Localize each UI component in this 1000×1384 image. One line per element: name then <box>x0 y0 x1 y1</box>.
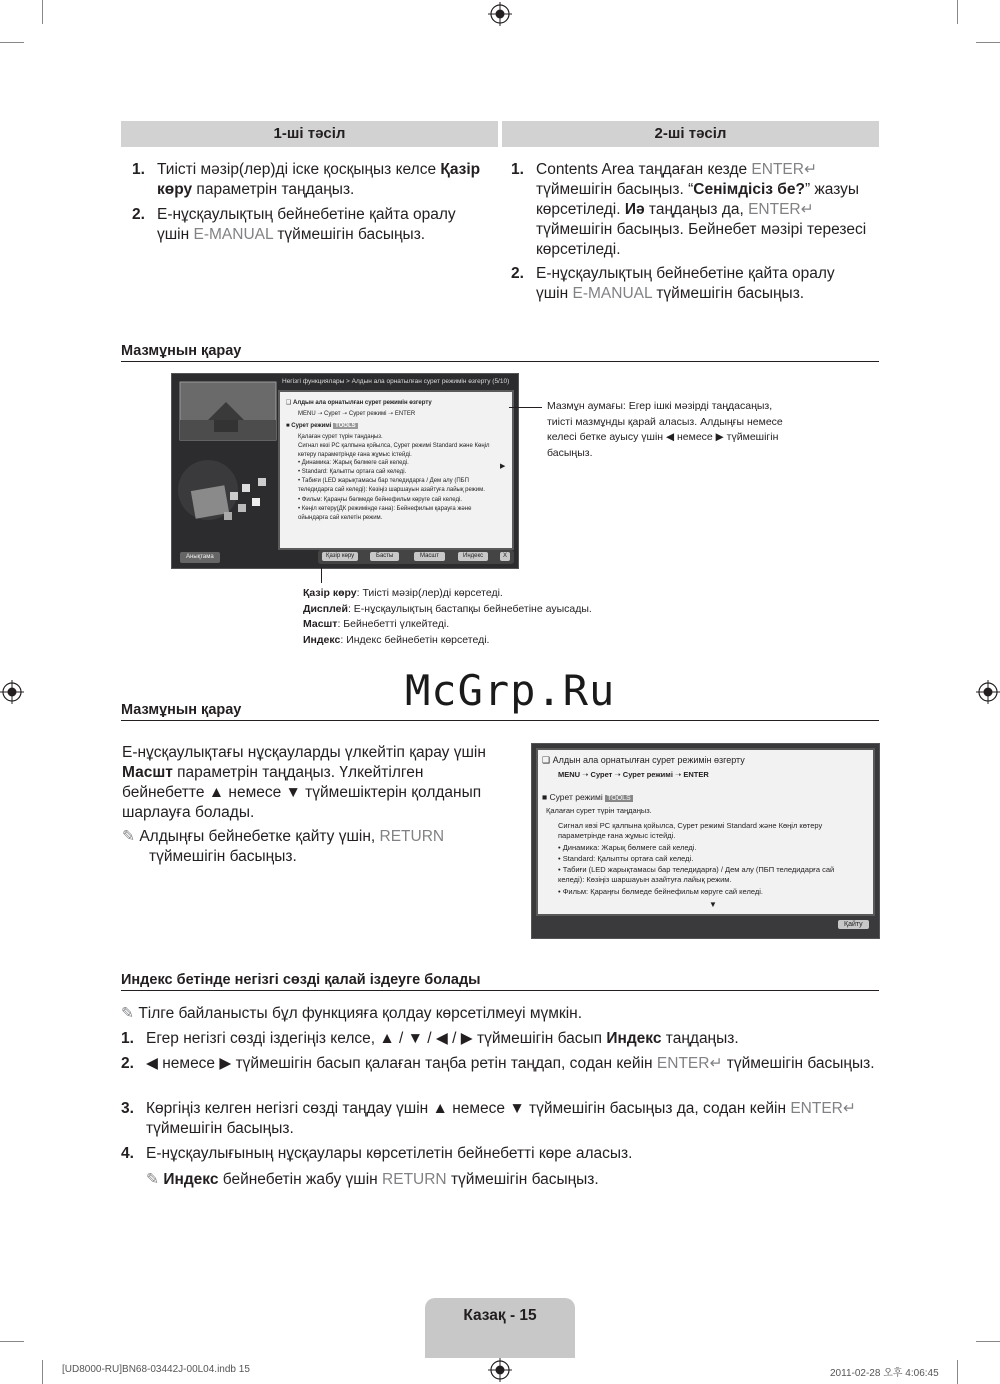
enter-icon: ↵ <box>800 201 814 218</box>
section-divider <box>121 720 879 721</box>
tv-zoom-button[interactable]: Масшт <box>414 552 445 561</box>
tv-index-button[interactable]: Индекс <box>458 552 488 561</box>
registration-mark-icon <box>976 680 1000 704</box>
crop-mark <box>976 1341 1000 1342</box>
tv-decor-image <box>178 380 278 545</box>
page-number: Казақ - 15 <box>463 1307 537 1324</box>
section3-title: Индекс бетінде негізгі сөзді қалай іздеуге болады <box>121 972 481 988</box>
crop-mark <box>957 0 958 24</box>
tv-bullet: • Фильм: Қараңғы бөлмеде бейнефильм көруге сай келеді. <box>298 497 462 503</box>
note-pencil-icon: ✎ <box>146 1171 159 1188</box>
e-manual-key: E-MANUAL <box>572 285 653 302</box>
callout-line <box>509 407 542 408</box>
zoom-note: ✎ Алдыңғы бейнебетке қайту үшін, RETURN түймешігін басыңыз. <box>122 828 445 865</box>
tv-home-button[interactable]: Басты <box>370 552 399 561</box>
registration-mark-icon <box>488 1358 512 1382</box>
desc-zoom: Масшт: Бейнебетті үлкейтеді. <box>303 618 450 630</box>
desc-display: Дисплей: Е-нұсқаулықтың бастапқы бейнебетіне ауысады. <box>303 602 592 615</box>
desc-watch-now: Қазір көру: Тиісті мәзір(лер)ді көрсетеді. <box>303 587 503 599</box>
tv-bullet: • Табиғи (LED жарықтамасы бар теледидарға / Дем алу (ПБП теледидарға сай келеді): Көзіңіз шаршауын азайтуға лайық режим. <box>298 478 485 493</box>
tv-button-bar <box>318 550 514 564</box>
enter-icon: ↵ <box>709 1055 723 1072</box>
zoomed-bullet: • Динамика: Жарық бөлмеге сай келеді. <box>558 843 697 852</box>
button-descriptions <box>303 586 592 648</box>
tv-watch-now-button[interactable]: Қазір көру <box>322 552 358 561</box>
desc-index: Индекс: Индекс бейнебетін көрсетеді. <box>303 633 490 646</box>
zoom-back-button[interactable]: Қайту <box>838 920 869 929</box>
zoomed-tv-screenshot <box>531 743 880 939</box>
crop-mark <box>0 42 24 43</box>
crop-mark <box>0 1341 24 1342</box>
file-info: [UD8000-RU]BN68-03442J-00L04.indb 15 <box>62 1364 250 1375</box>
index-close-note: ✎ Индекс бейнебетін жабу үшін RETURN түймешігін басыңыз. <box>146 1171 599 1188</box>
tv-bullet: • Standard: Қалыпты ортаға сай келеді. <box>298 469 407 475</box>
index-note: ✎ Тілге байланысты бұл функцияға қолдау көрсетілмеуі мүмкін. <box>121 1005 582 1022</box>
scroll-down-icon[interactable]: ▼ <box>709 900 717 909</box>
e-manual-key: E-MANUAL <box>193 226 274 243</box>
zoomed-bullet: • Табиғи (LED жарықтамасы бар теледидарға) / Дем алу (ПБП теледидарға сай келеді): Көзіңіз шаршауын азайтуға лайық режим. <box>558 865 835 884</box>
section1-title: Мазмұнын қарау <box>121 343 242 359</box>
contents-area-callout: Мазмұн аумағы: Егер ішкі мәзірді таңдасаңыз, тиісті мазмұнды қарай аласыз. Алдыңғы немесе келесі бетке ауысу үшін ◀ немесе ▶ түймешігін басыңыз. <box>547 400 783 459</box>
crop-mark <box>957 1360 958 1384</box>
tv-breadcrumb: Негізгі функциялары > Алдын ала орнатылған сурет режимін өзгерту (5/10) <box>282 378 510 385</box>
zoom-paragraph: Е-нұсқаулықтағы нұсқауларды үлкейтіп қарау үшін Масшт параметрін таңдаңыз. Үлкейтілген бейнебетте ▲ немесе ▼ түймешіктерін қолданып шарлауға болады. <box>122 744 486 821</box>
enter-key: ENTER <box>751 161 804 178</box>
date-info: 2011-02-28 오후 4:06:45 <box>830 1368 939 1379</box>
section-divider <box>121 990 879 991</box>
method1-header: 1-ші тәсіл <box>121 121 498 147</box>
zoomed-bullet: • Фильм: Қараңғы бөлмеде бейнефильм көруге сай келеді. <box>558 887 763 896</box>
next-page-icon[interactable]: ▶ <box>500 463 506 470</box>
tv-help-button[interactable]: Анықтама <box>180 552 220 563</box>
enter-key: ENTER <box>748 201 801 218</box>
note-pencil-icon: ✎ <box>122 828 135 845</box>
enter-key: ENTER <box>790 1100 843 1117</box>
enter-icon: ↵ <box>842 1100 856 1117</box>
method2-header: 2-ші тәсіл <box>502 121 879 147</box>
tv-screenshot <box>171 373 519 569</box>
return-key: RETURN <box>379 828 445 845</box>
registration-mark-icon <box>488 2 512 26</box>
return-key: RETURN <box>382 1171 447 1188</box>
note-pencil-icon: ✎ <box>121 1005 134 1022</box>
zoomed-content-area: ❑ Алдын ала орнатылған сурет режимін өзгерту MENU ➝ Сурет ➝ Сурет режимі ➝ ENTER ■ Сурет режимі TOOLS Қалаған сурет түрін таңдаңыз. Сигнал көзі PC қалпына қойылса, Сурет режимі Standard және Көңіл көтеру параметрінде ғана жұмыс істейді. • Динамика: Жарық бөлмеге сай келеді. • Standard: Қалыпты ортаға сай келеді. • Табиғи (LED жарықтамасы бар теледидарға) / Дем алу (ПБП теледидарға сай келеді): Көзіңіз шаршауын азайтуға лайық режим. • Фильм: Қараңғы бөлмеде бейнефильм көруге сай келеді. ▼ <box>536 748 875 916</box>
crop-mark <box>976 42 1000 43</box>
tv-bullet: • Динамика: Жарық бөлмеге сай келеді. <box>298 460 409 466</box>
crop-mark <box>42 1360 43 1384</box>
callout-line <box>321 567 322 583</box>
section-divider <box>121 361 879 362</box>
watermark: McGrp.Ru <box>405 666 616 715</box>
tv-content-area: ❑ Алдын ала орнатылған сурет режимін өзгерту MENU ➝ Сурет ➝ Сурет режимі ➝ ENTER ■ Сурет режимі TOOLS Қалаған сурет түрін таңдаңыз. Сигнал көзі PC қалпына қойылса, Сурет режимі Standard және Көңіл көтеру параметрінде ғана жұмыс істейді. • Динамика: Жарық бөлмеге сай келеді. • Standard: Қалыпты ортаға сай келеді. • Табиғи (LED жарықтамасы бар теледидарға / Дем алу (ПБП теледидарға сай келеді): Көзіңіз шаршауын азайтуға лайық режим. • Фильм: Қараңғы бөлмеде бейнефильм көруге сай келеді. • Көңіл көтеру(ДК режимінде ғана): Бейнефильм қарауға және ойындарға сай келетін режим. ▶ <box>278 390 514 550</box>
enter-key: ENTER <box>656 1055 710 1072</box>
zoomed-bullet: • Standard: Қалыпты ортаға сай келеді. <box>558 854 694 863</box>
registration-mark-icon <box>0 680 24 704</box>
crop-mark <box>42 0 43 24</box>
section2-title: Мазмұнын қарау <box>121 702 242 718</box>
tv-bullet: • Көңіл көтеру(ДК режимінде ғана): Бейнефильм қарауға және ойындарға сай келетін режим. <box>298 506 472 521</box>
page-tab <box>425 1298 575 1358</box>
tv-close-button[interactable]: X <box>500 552 510 561</box>
enter-icon: ↵ <box>803 161 817 178</box>
